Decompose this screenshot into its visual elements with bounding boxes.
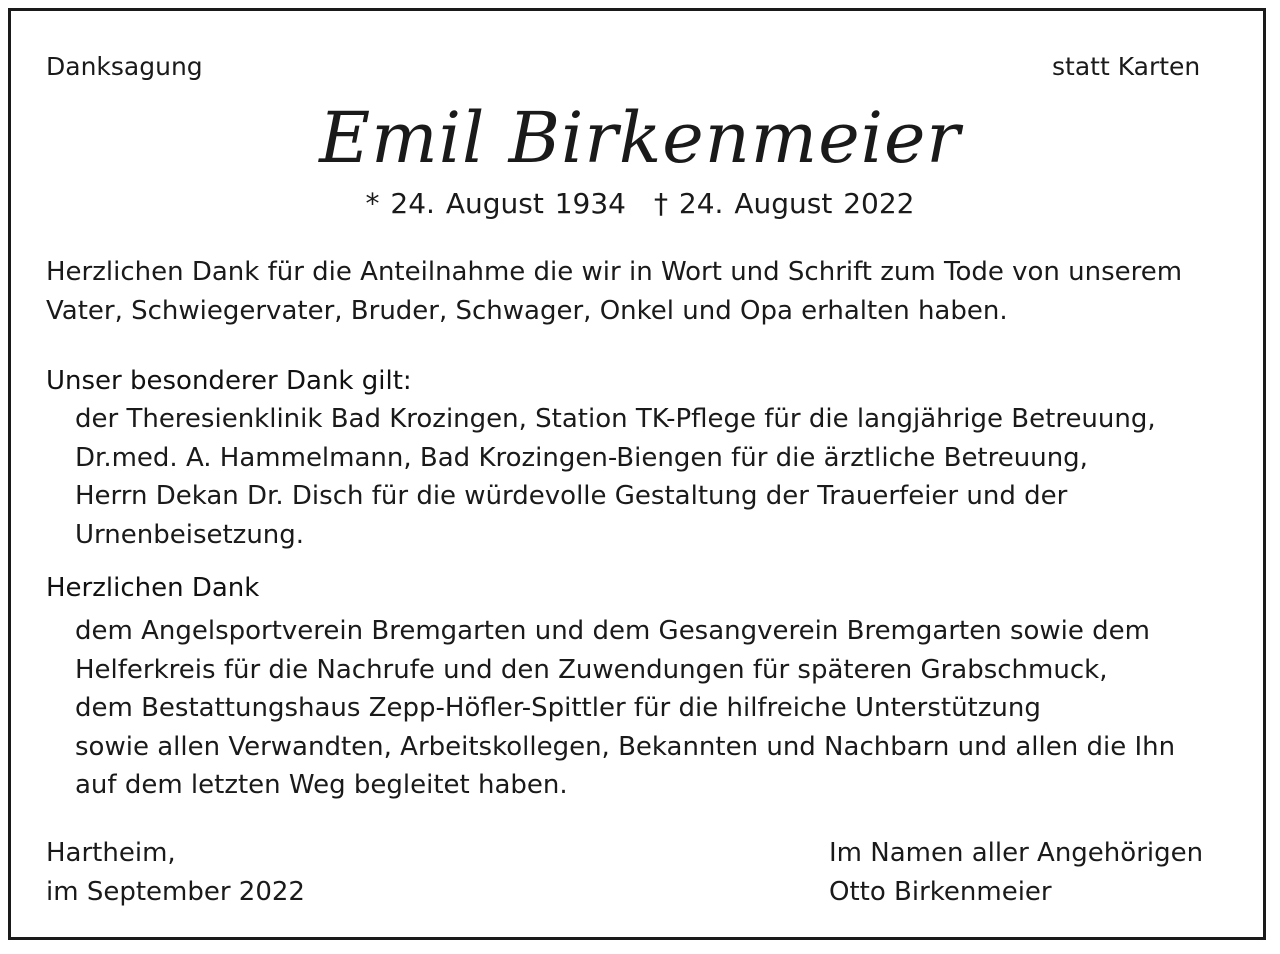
general-thanks-line: auf dem letzten Weg begleitet haben. [75, 770, 568, 800]
notice-subtype-label: statt Karten [1052, 52, 1201, 81]
special-thanks-line: der Theresienklinik Bad Krozingen, Station TK-Pflege für die langjährige Betreuung, [75, 404, 1156, 434]
place: Hartheim, [46, 838, 176, 868]
death-date: † 24. August 2022 [654, 187, 915, 220]
general-thanks-line: Helferkreis für die Nachrufe und den Zuwendungen für späteren Grabschmuck, [75, 654, 1108, 685]
special-thanks-line: Herrn Dekan Dr. Disch für die würdevolle Gestaltung der Trauerfeier und der [75, 481, 1068, 511]
general-thanks-line: dem Angelsportverein Bremgarten und dem Gesangverein Bremgarten sowie dem [75, 616, 1150, 646]
special-thanks-line: Urnenbeisetzung. [75, 519, 305, 550]
intro-line: Vater, Schwiegervater, Bruder, Schwager, Onkel und Opa erhalten haben. [46, 295, 1008, 326]
general-thanks-heading: Herzlichen Dank [46, 573, 260, 603]
life-dates [0, 185, 1280, 223]
deceased-name: Emil Birkenmeier [319, 97, 961, 179]
date: im September 2022 [46, 876, 305, 907]
special-thanks-list [75, 400, 1156, 554]
special-thanks-line: Dr.med. A. Hammelmann, Bad Krozingen-Biengen für die ärztliche Betreuung, [75, 442, 1088, 473]
birth-date: * 24. August 1934 [365, 187, 626, 220]
family-line: Im Namen aller Angehörigen [829, 838, 1204, 868]
general-thanks-list [75, 612, 1175, 805]
notice-type-label: Danksagung [46, 52, 203, 81]
intro-paragraph [46, 253, 1182, 330]
signer-name: Otto Birkenmeier [829, 876, 1052, 907]
intro-line: Herzlichen Dank für die Anteilnahme die wir in Wort und Schrift zum Tode von unserem [46, 257, 1183, 287]
place-and-date [46, 834, 305, 911]
general-thanks-line: sowie allen Verwandten, Arbeitskollegen, Bekannten und Nachbarn und allen die Ihn [75, 731, 1176, 762]
signature-block [829, 834, 1203, 911]
general-thanks-line: dem Bestattungshaus Zepp-Höfler-Spittler für die hilfreiche Unterstützung [75, 693, 1041, 723]
special-thanks-heading: Unser besonderer Dank gilt: [46, 366, 412, 396]
